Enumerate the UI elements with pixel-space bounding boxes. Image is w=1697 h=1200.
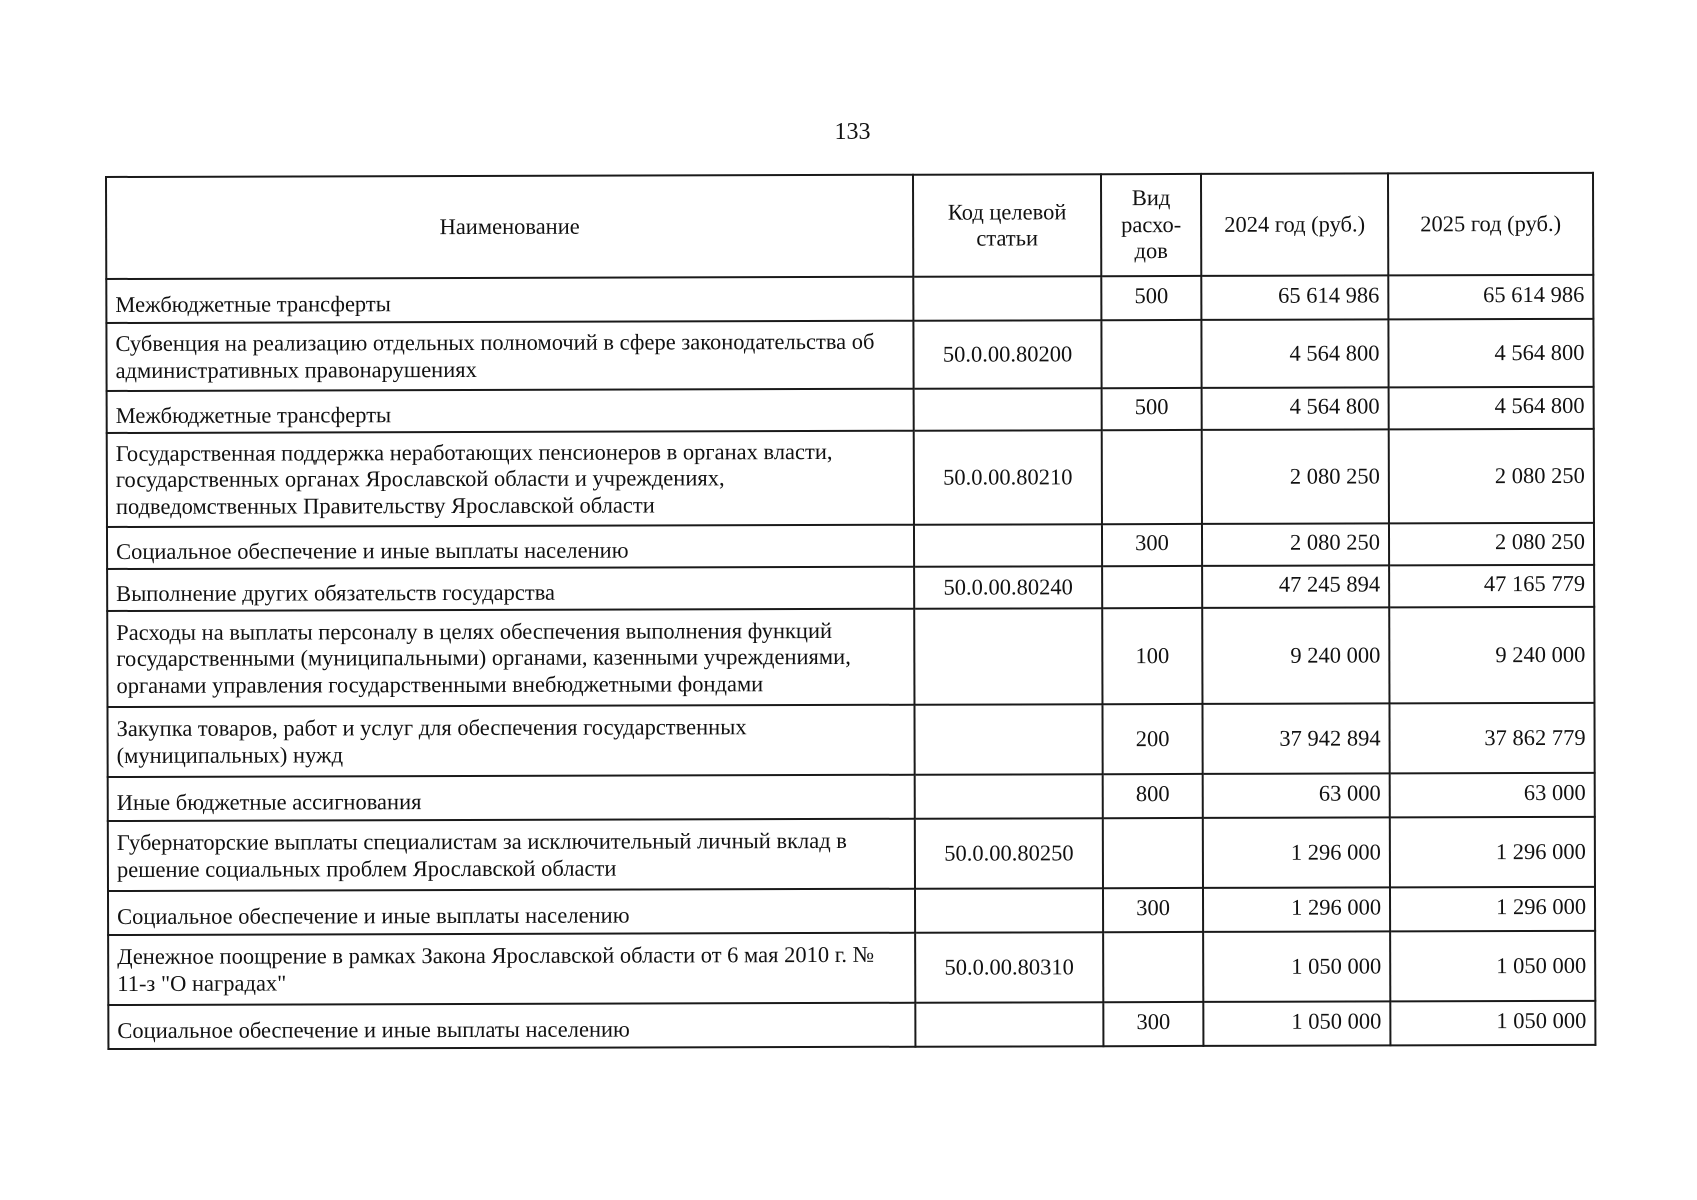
row-kind: 800 — [1103, 774, 1203, 818]
row-kind — [1103, 932, 1203, 1002]
row-amount-2025: 4 564 800 — [1388, 319, 1593, 388]
row-code: 50.0.00.80200 — [913, 320, 1101, 389]
row-amount-2024: 63 000 — [1203, 773, 1390, 818]
row-code — [914, 704, 1102, 775]
row-amount-2024: 37 942 894 — [1202, 703, 1389, 774]
row-amount-2025: 1 296 000 — [1390, 887, 1595, 932]
row-amount-2024: 47 245 894 — [1202, 565, 1389, 608]
row-amount-2025: 2 080 250 — [1389, 429, 1594, 524]
row-kind: 200 — [1102, 704, 1202, 774]
row-amount-2025: 1 050 000 — [1390, 1001, 1595, 1046]
row-code: 50.0.00.80240 — [914, 566, 1102, 609]
row-amount-2024: 4 564 800 — [1201, 319, 1388, 388]
table-row — [108, 931, 1595, 1005]
table-body — [106, 275, 1595, 1049]
row-amount-2025: 9 240 000 — [1389, 607, 1594, 704]
row-kind: 300 — [1103, 1002, 1203, 1046]
table-row — [107, 387, 1594, 433]
row-name: Государственная поддержка неработающих пенсионеров в органах власти, государственных органах Ярославской области и учреждениях, подведомственных Правительству Ярославской области — [107, 431, 914, 527]
table-row — [108, 1001, 1595, 1049]
row-amount-2024: 1 050 000 — [1203, 1001, 1390, 1046]
table-row — [107, 607, 1594, 707]
row-amount-2025: 2 080 250 — [1389, 523, 1594, 566]
row-kind — [1102, 430, 1202, 524]
row-amount-2024: 2 080 250 — [1202, 429, 1389, 524]
row-name: Межбюджетные трансферты — [106, 277, 913, 323]
row-amount-2024: 2 080 250 — [1202, 523, 1389, 566]
page-number: 133 — [834, 119, 871, 145]
row-code: 50.0.00.80310 — [915, 932, 1103, 1003]
row-amount-2025: 47 165 779 — [1389, 565, 1594, 608]
table-row — [108, 817, 1595, 891]
header-2024-label: 2024 год (руб.) — [1224, 211, 1366, 237]
row-name: Выполнение других обязательств государства — [107, 567, 914, 611]
row-code — [914, 388, 1102, 431]
row-amount-2025: 63 000 — [1390, 773, 1595, 818]
table-row — [106, 319, 1593, 391]
table-row — [107, 429, 1594, 527]
row-amount-2025: 1 050 000 — [1390, 931, 1595, 1002]
row-name: Иные бюджетные ассигнования — [108, 775, 915, 821]
header-kind — [1101, 174, 1201, 276]
row-code — [915, 774, 1103, 819]
row-kind — [1103, 818, 1203, 888]
row-name: Социальное обеспечение и иные выплаты населению — [108, 889, 915, 935]
row-kind: 100 — [1102, 608, 1202, 704]
header-name-label: Наименование — [439, 213, 580, 239]
row-amount-2024: 1 050 000 — [1203, 931, 1390, 1002]
table-row — [108, 887, 1595, 935]
row-amount-2024: 1 296 000 — [1203, 887, 1390, 932]
row-kind — [1102, 566, 1202, 608]
row-name: Денежное поощрение в рамках Закона Ярославской области от 6 мая 2010 г. № 11-з "О наградах" — [108, 933, 915, 1005]
row-kind: 300 — [1103, 888, 1203, 932]
header-kind-label: Вид расхо-дов — [1121, 185, 1182, 264]
row-amount-2025: 37 862 779 — [1389, 703, 1594, 774]
header-code-label: Код целевой статьи — [947, 198, 1067, 251]
row-amount-2025: 65 614 986 — [1388, 275, 1593, 320]
row-kind — [1101, 320, 1201, 388]
row-name: Социальное обеспечение и иные выплаты населению — [107, 525, 914, 569]
row-name: Губернаторские выплаты специалистам за исключительный личный вклад в решение социальных проблем Ярославской области — [108, 819, 915, 891]
row-code: 50.0.00.80250 — [915, 818, 1103, 889]
row-name: Закупка товаров, работ и услуг для обеспечения государственных (муниципальных) нужд — [107, 705, 914, 777]
row-kind: 500 — [1102, 388, 1202, 430]
header-code — [913, 174, 1101, 277]
row-amount-2025: 1 296 000 — [1390, 817, 1595, 888]
row-code — [914, 608, 1102, 705]
row-name: Расходы на выплаты персоналу в целях обеспечения выполнения функций государственными (муниципальными) органами, казенными учреждениями, органами управления государственными внебюджетными фондами — [107, 609, 914, 707]
row-amount-2024: 65 614 986 — [1201, 275, 1388, 320]
row-amount-2024: 9 240 000 — [1202, 607, 1389, 704]
row-amount-2024: 1 296 000 — [1203, 817, 1390, 888]
table-row — [107, 523, 1594, 569]
table-row — [107, 565, 1594, 611]
row-kind: 500 — [1101, 276, 1201, 320]
row-amount-2024: 4 564 800 — [1202, 387, 1389, 430]
row-code — [915, 888, 1103, 933]
row-code: 50.0.00.80210 — [914, 430, 1102, 525]
row-kind: 300 — [1102, 524, 1202, 566]
table-row — [108, 773, 1595, 821]
header-2025-label: 2025 год (руб.) — [1420, 210, 1562, 237]
row-name: Социальное обеспечение и иные выплаты населению — [108, 1003, 915, 1049]
budget-table — [105, 172, 1596, 1050]
header-2024 — [1201, 173, 1388, 276]
header-2025 — [1388, 173, 1593, 276]
row-name: Межбюджетные трансферты — [107, 389, 914, 433]
table-header-row — [106, 173, 1593, 279]
row-code — [914, 524, 1102, 567]
header-name — [106, 175, 913, 279]
row-name: Субвенция на реализацию отдельных полномочий в сфере законодательства об административных правонарушениях — [106, 321, 913, 391]
row-code — [913, 276, 1101, 321]
table-row — [107, 703, 1594, 777]
table-row — [106, 275, 1593, 323]
row-amount-2025: 4 564 800 — [1389, 387, 1594, 430]
row-code — [915, 1002, 1103, 1047]
